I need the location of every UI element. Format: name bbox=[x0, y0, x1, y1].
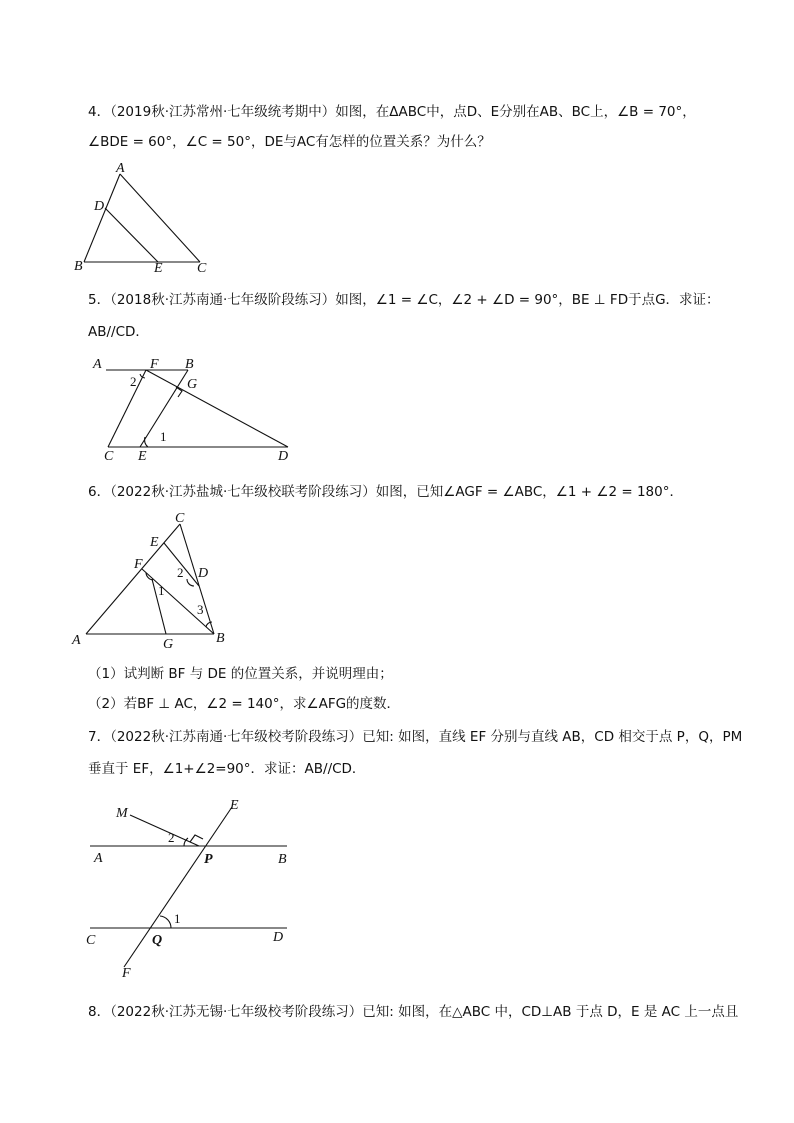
problem-4-line-1: 4．（2019秋·江苏常州·七年级统考期中）如图，在ΔABC中，点D、E分别在AB、BC上，∠B = 70°， bbox=[88, 104, 696, 120]
label-P: P bbox=[204, 852, 213, 867]
problem-4-line-2: ∠BDE = 60°，∠C = 50°，DE与AC有怎样的位置关系？为什么？ bbox=[88, 134, 491, 150]
angle-3: 3 bbox=[197, 602, 204, 617]
problem-5-line-1: 5．（2018秋·江苏南通·七年级阶段练习）如图，∠1 = ∠C，∠2 + ∠D = 90°，BE ⊥ FD于点G．求证： bbox=[88, 292, 720, 308]
label-Q: Q bbox=[152, 933, 163, 948]
label-F: F bbox=[122, 966, 131, 981]
label-B: B bbox=[185, 357, 194, 372]
label-E: E bbox=[230, 798, 239, 813]
label-F: F bbox=[134, 557, 143, 572]
label-D: D bbox=[273, 930, 284, 945]
problem-6-sub-2: （2）若BF ⊥ AC，∠2 = 140°，求∠AFG的度数． bbox=[88, 696, 401, 712]
label-C: C bbox=[197, 261, 207, 276]
label-A: A bbox=[116, 162, 125, 176]
problem-5-line-2: AB//CD． bbox=[88, 324, 149, 340]
label-E: E bbox=[150, 535, 159, 550]
label-E: E bbox=[154, 261, 163, 276]
problem-5-figure bbox=[88, 352, 303, 464]
problem-8-line-1: 8．（2022秋·江苏无锡·七年级校考阶段练习）已知: 如图，在△ABC 中，CD⊥AB 于点 D，E 是 AC 上一点且 bbox=[88, 1004, 739, 1020]
label-B: B bbox=[216, 631, 225, 646]
label-B: B bbox=[74, 259, 83, 274]
angle-2: 2 bbox=[168, 830, 175, 845]
problem-6-sub-1: （1）试判断 BF 与 DE 的位置关系，并说明理由； bbox=[88, 666, 393, 682]
label-C: C bbox=[104, 449, 114, 464]
label-D: D bbox=[198, 566, 209, 581]
problem-6-figure bbox=[66, 510, 241, 652]
label-D: D bbox=[278, 449, 289, 464]
label-A: A bbox=[72, 633, 81, 648]
angle-1: 1 bbox=[158, 583, 165, 598]
label-C: C bbox=[86, 933, 96, 948]
label-B: B bbox=[278, 852, 287, 867]
problem-4-figure bbox=[70, 162, 220, 276]
label-E: E bbox=[138, 449, 147, 464]
angle-2: 2 bbox=[130, 374, 137, 389]
angle-1: 1 bbox=[174, 911, 181, 926]
label-A: A bbox=[94, 851, 103, 866]
label-M: M bbox=[116, 806, 128, 821]
label-D: D bbox=[94, 199, 105, 214]
angle-2: 2 bbox=[177, 565, 184, 580]
angle-1: 1 bbox=[160, 429, 167, 444]
problem-7-figure bbox=[82, 795, 297, 983]
problem-7-line-1: 7．（2022秋·江苏南通·七年级校考阶段练习）已知: 如图，直线 EF 分别与直线 AB，CD 相交于点 P，Q，PM bbox=[88, 729, 743, 745]
label-C: C bbox=[175, 511, 185, 526]
problem-7-line-2: 垂直于 EF，∠1+∠2=90°．求证：AB//CD． bbox=[88, 761, 366, 777]
label-G: G bbox=[187, 377, 198, 392]
problem-6-line-1: 6．（2022秋·江苏盐城·七年级校联考阶段练习）如图，已知∠AGF = ∠ABC，∠1 + ∠2 = 180°． bbox=[88, 484, 683, 500]
label-F: F bbox=[150, 357, 159, 372]
label-A: A bbox=[93, 357, 102, 372]
label-G: G bbox=[163, 637, 174, 652]
